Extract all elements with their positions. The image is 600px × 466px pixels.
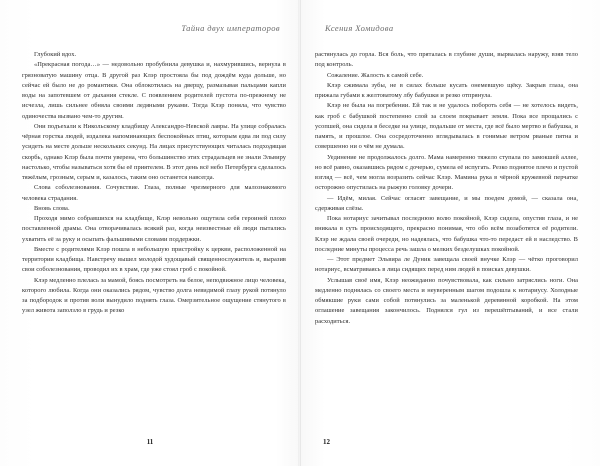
paragraph: Услышав своё имя, Клэр неожиданно почувствовала, как сильно затряслись ноги. Она медленно поднялась со своего места и неуверенным шагом подошла к нотариусу. Холодные обмякшие руки сами собой потянулись за маленькой деревянной коробкой. На этом оглашение завещания закончилось. Поднялся гул из перешёптываний, и все стали расходиться. <box>315 276 578 325</box>
paragraph: Клэр сжимала зубы, не в силах больше кусать онемевшую щёку. Закрыв глаза, она прижала губами к желтоватому лбу бабушки и резко отпрянула. <box>315 81 578 99</box>
paragraph: Проходя мимо собравшихся на кладбище, Клэр невольно ощутила себя героиней плохо поставленной драмы. Она отворачивалась всякий раз, когда неизвестные ей люди пытались ухватить её за руку и осыпать фальшивыми словами поддержки. <box>22 215 286 243</box>
paragraph: Вновь слова. <box>34 204 70 212</box>
running-head-right: Ксения Хомидова <box>325 23 394 33</box>
page-left-body <box>22 50 286 317</box>
page-number-right: 12 <box>323 438 330 446</box>
paragraph: Уединение не продолжалось долго. Мама намеренно тяжело ступала по замокшей аллее, но всё равно, оказавшись рядом с дочерью, сумела её испугать. Резко поднятое плечо и пустой взгляд — всё, чем могла возразить сейчас Клэр. Мамина рука в чёрной кружевной перчатке осторожно опустилась на рыжую головку дочери. <box>315 153 578 192</box>
paragraph: Клэр медленно плелась за мамой, боясь посмотреть на белое, неподвижное лицо человека, которого любила. Когда они оказались рядом, чувство долга невидимой глазу рукой потянуло за подбородок и против воли вынудило поднять глаза. Омерзительное ощущение стянутого в узел живота заползло в грудь и резко <box>22 276 286 315</box>
paragraph: Пока нотариус зачитывал последнюю волю покойной, Клэр сидела, опустив глаза, и не вникала в суть происходящего, прекрасно понимая, что обо всём позаботятся её родители. Клэр не ждала своей очереди, но надеялась, что бабушка что-то передаст ей в наследство. В последние минуты процесса речь зашла о мелких безделушках покойной. <box>315 215 578 253</box>
paragraph: Они подъехали к Никольскому кладбищу Александро-Невской лавры. На улице собралась чёрная горстка людей, издалека напоминающих беспокойных птиц, которым едва ли под силу усидеть на месте дольше нескольких секунд. На лицах присутствующих читалась подходящая скорбь, однако Клэр была почти уверена, что большинство этих страдальцев не знали Эльвиру настолько, чтобы называться хотя бы её приятелем. В этот день всё небо Петербурга сделалось тяжёлым, грозным, серым и, казалось, таким оно останется навсегда. <box>22 122 286 181</box>
paragraph: Вместе с родителями Клэр пошла в небольшую пристройку к церкви, расположенной на территории кладбища. Навстречу вышел молодой худощавый священнослужитель и, выразив свои соболезнования, проводил их в храм, где уже стоял гроб с покойной. <box>22 245 286 274</box>
paragraph: — Идём, милая. Сейчас огласят завещание, и мы поедем домой, — сказала она, сдерживая слёзы. <box>315 194 578 212</box>
paragraph: — Этот предмет Эльвира ле Дуник завещала своей внучке Клэр — чётко проговорил нотариус, всматриваясь в лица сидящих перед ним людей в поисках девушки. <box>315 256 578 274</box>
running-head-left: Тайна двух императоров <box>181 23 280 33</box>
page-right-body <box>315 50 578 327</box>
paragraph: Глубокий вдох. <box>34 51 77 58</box>
paragraph: Сожаление. Жалость к самой себе. <box>327 71 424 79</box>
page-right <box>300 0 600 466</box>
paragraph: растянулась до горла. Вся боль, что пряталась в глубине души, вырвалась наружу, взяв тело под контроль. <box>315 51 578 69</box>
paragraph: «Прекрасная погода…» — недовольно пробубнила девушка и, нахмурившись, вернула в грязноватую машину отца. В другой раз Клэр простояла бы под дождём куда дольше, но сейчас ей было не до романтики. Она облокотилась на дверцу, размазывая пальцами капли воды на запотевшем от дыхания стекле. С появлением родителей пустота по-прежнему не исчезла, лишь сильнее обняла своими ледяными руками. Тогда Клэр поняла, что чувство одиночества вызвано чем-то другим. <box>22 61 286 120</box>
paragraph: Слова соболезнования. Сочувствие. Глаза, полные чрезмерного для малознакомого человека страдания. <box>22 184 286 202</box>
page-number-left: 11 <box>146 438 154 446</box>
paragraph: Клэр не была на погребении. Ей так и не удалось побороть себя — не хотелось видеть, как гроб с бабушкой постепенно слой за слоем покрывает земля. Пока все прощались с усопшей, она сидела в беседке на улице, подальше от места, где всё было мертво и бабушка, и память, и прошлое. Она сосредоточенно вглядывалась в гонимые ветром рваные пятна и совершенно ни о чём не думала. <box>315 102 578 151</box>
